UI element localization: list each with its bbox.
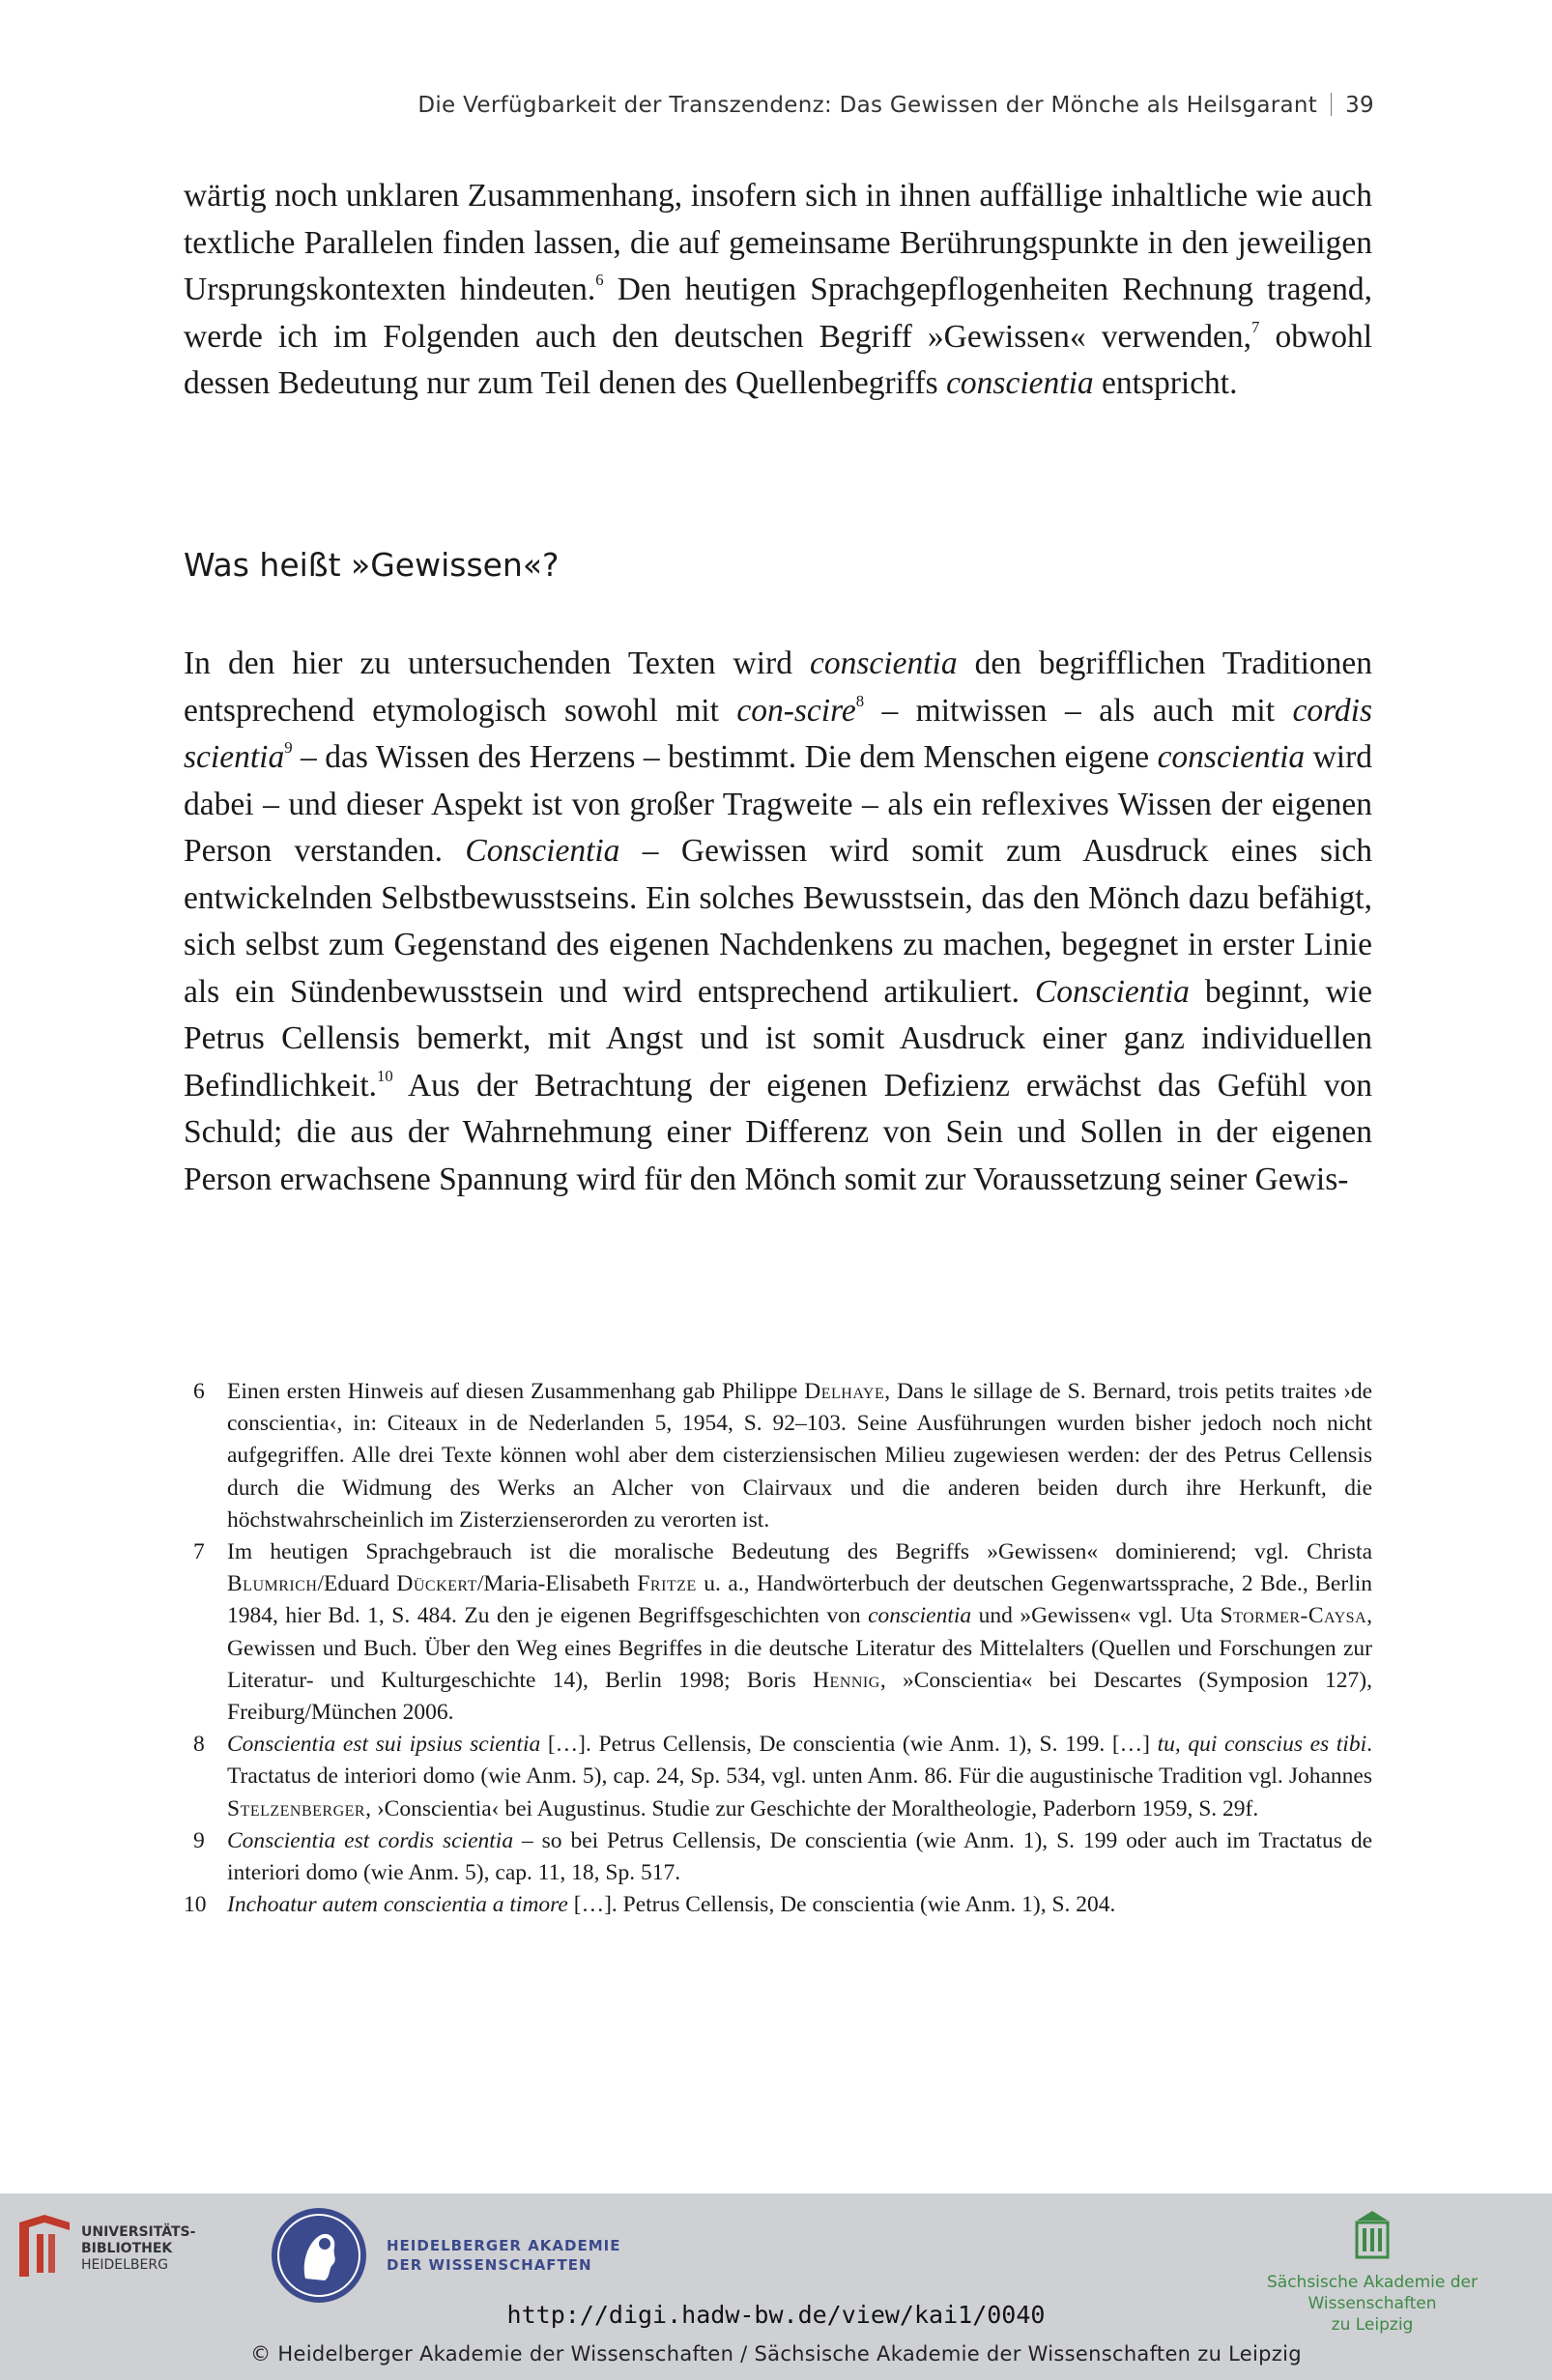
footnote-6 — [184, 1376, 1372, 1536]
text-segment: – so bei Petrus Cellensis, De conscientia (wie Anm. 1), S. 199 oder auch im Tractatus de interiori domo (wie Anm. 5), cap. 11, 18, Sp. 517. — [227, 1827, 1373, 1886]
saw-building-icon — [1353, 2209, 1392, 2259]
text-segment: entspricht. — [1093, 365, 1238, 401]
italic-term: conscientia — [1157, 739, 1306, 775]
footnote-9 — [184, 1825, 1372, 1889]
author-name: Fritze — [637, 1571, 697, 1597]
text-segment: Im heutigen Sprachgebrauch ist die moralische Bedeutung des Begriffs »Gewissen« dominierend; vgl. Christa — [227, 1539, 1372, 1565]
text-segment: wärtig noch unklaren Zusammenhang, insofern sich in ihnen auffällige inhaltliche wie auch textliche Parallelen finden lassen, die auf gemeinsame Berührungspunkte in den jeweiligen Ursprungskontexten hindeuten. — [184, 178, 1372, 307]
ub-heidelberg-text — [81, 2224, 195, 2274]
footnote-number: 7 — [193, 1539, 205, 1565]
italic-term: Conscientia — [1034, 973, 1190, 1010]
footnote-text — [227, 1889, 1372, 1921]
saw-line-2: zu Leipzig — [1331, 2315, 1414, 2335]
text-segment: /Maria-Elisabeth — [476, 1571, 638, 1597]
text-segment: – Gewissen wird somit zum Ausdruck eines sich entwickelnden Selbstbewusstseins. Ein solches Bewusstsein, das den Mönch dazu befähigt, sich selbst zum Gegenstand des eigenen Nachdenkens zu machen, begegnet in erster Linie als ein Sündenbewusstsein und wird entsprechend artikuliert. — [184, 833, 1372, 1010]
ub-heidelberg-emblem-icon — [15, 2213, 73, 2279]
italic-term: Conscientia — [465, 833, 620, 869]
body-paragraph-2 — [184, 641, 1372, 1203]
text-segment: /Eduard — [317, 1571, 397, 1597]
footnote-text — [227, 1825, 1372, 1889]
running-head-title: Die Verfügbarkeit der Transzendenz: Das Gewissen der Mönche als Heilsgarant — [417, 93, 1318, 118]
page-number: 39 — [1345, 93, 1374, 118]
italic-term: cordis scientia — [184, 692, 1372, 775]
author-name: Stormer-Caysa — [1220, 1603, 1367, 1629]
ub-line-3: HEIDELBERG — [81, 2257, 168, 2273]
footnote-ref-6[interactable]: 6 — [595, 270, 604, 289]
running-head-divider — [1331, 93, 1332, 116]
footnotes — [184, 1376, 1372, 1921]
running-head — [184, 93, 1374, 118]
text-segment: Aus der Betrachtung der eigenen Defizienz erwächst das Gefühl von Schuld; die aus der Wahrnehmung einer Differenz von Sein und Sollen in der eigenen Person erwachsene Spannung wird für den Mönch somit zur Voraussetzung seiner Gewis- — [184, 1067, 1372, 1197]
italic-term: conscientia — [810, 645, 958, 681]
text-segment: Einen ersten Hinweis auf diesen Zusammenhang gab Philippe — [227, 1379, 805, 1404]
author-name: Delhaye — [804, 1379, 885, 1404]
text-segment: obwohl dessen Bedeutung nur zum Teil denen des Quellenbegriffs — [184, 318, 1373, 401]
permalink-url[interactable]: http://digi.hadw-bw.de/view/kai1/0040 — [506, 2301, 1046, 2329]
text-segment: und »Gewissen« vgl. Uta — [971, 1603, 1221, 1629]
italic-term: conscientia — [946, 365, 1094, 401]
text-segment: […]. Petrus Cellensis, De conscientia (wie Anm. 1), S. 199. […] — [540, 1732, 1158, 1758]
footnote-ref-10[interactable]: 10 — [377, 1066, 393, 1085]
footnote-ref-9[interactable]: 9 — [284, 737, 293, 757]
text-segment: den begrifflichen Traditionen entsprechend etymologisch sowohl mit — [184, 645, 1372, 729]
hadw-line-1: HEIDELBERGER AKADEMIE — [387, 2237, 621, 2254]
hadw-text — [387, 2236, 621, 2275]
text-segment: , »Conscientia« bei Descartes (Symposion 127), Freiburg/München 2006. — [227, 1667, 1373, 1726]
hadw-medallion-icon — [269, 2205, 369, 2306]
text-segment: . Tractatus de interiori domo (wie Anm. 5), cap. 24, Sp. 534, vgl. unten Anm. 86. Für die augustinische Tradition vgl. Johannes — [227, 1732, 1372, 1790]
saw-line-1: Sächsische Akademie der Wissenschaften — [1267, 2273, 1478, 2313]
footnote-number: 10 — [184, 1892, 207, 1918]
text-segment: , Gewissen und Buch. Über den Weg eines Begriffes in die deutsche Literatur des Mittelalters (Quellen und Forschungen zur Literatur- und Kulturgeschichte 14), Berlin 1998; Boris — [227, 1603, 1372, 1693]
footnote-ref-8[interactable]: 8 — [855, 691, 865, 710]
italic-term: Conscientia est cordis scientia — [227, 1827, 514, 1853]
footnote-number: 6 — [193, 1379, 205, 1404]
italic-term: conscientia — [868, 1603, 972, 1629]
italic-term: tu, qui conscius es tibi — [1157, 1732, 1367, 1758]
ub-heidelberg-logo[interactable] — [15, 2213, 195, 2279]
text-segment: , ›Conscientia‹ bei Augustinus. Studie zur Geschichte der Moraltheologie, Paderborn 1959, S. 29f. — [365, 1795, 1259, 1821]
copyright-notice: © Heidelberger Akademie der Wissenschaften / Sächsische Akademie der Wissenschaften zu Leipzig — [250, 2342, 1302, 2366]
footnote-7 — [184, 1536, 1372, 1729]
text-segment: wird dabei – und dieser Aspekt ist von großer Tragweite – als ein reflexives Wissen der eigenen Person verstanden. — [184, 739, 1373, 869]
text-segment: – das Wissen des Herzens – bestimmt. Die dem Menschen eigene — [292, 739, 1158, 775]
text-segment: – mitwissen – als auch mit — [864, 692, 1293, 729]
footnote-number: 9 — [193, 1827, 205, 1853]
text-segment: […]. Petrus Cellensis, De conscientia (wie Anm. 1), S. 204. — [567, 1892, 1116, 1918]
text-segment: In den hier zu untersuchenden Texten wird — [184, 645, 811, 681]
footnote-8 — [184, 1729, 1372, 1825]
footnote-text — [227, 1536, 1372, 1729]
author-name: Hennig — [813, 1667, 880, 1693]
footnote-number: 8 — [193, 1732, 205, 1758]
text-segment: Den heutigen Sprachgepflogenheiten Rechnung tragend, werde ich im Folgenden auch den deutschen Begriff »Gewissen« verwenden, — [184, 272, 1372, 355]
italic-term: Inchoatur autem conscientia a timore — [227, 1892, 568, 1918]
text-segment: u. a., Handwörterbuch der deutschen Gegenwartssprache, 2 Bde., Berlin 1984, hier Bd. 1, S. 484. Zu den je eigenen Begriffsgeschichten von — [227, 1571, 1373, 1629]
footnote-ref-7[interactable]: 7 — [1251, 317, 1260, 336]
body-paragraph-1 — [184, 173, 1372, 408]
section-heading: Was heißt »Gewissen«? — [184, 546, 560, 584]
text-segment: beginnt, wie Petrus Cellensis bemerkt, mit Angst und ist somit Ausdruck einer ganz individuellen Befindlichkeit. — [184, 973, 1373, 1104]
footnote-text — [227, 1376, 1372, 1536]
italic-term: Conscientia est sui ipsius scientia — [227, 1732, 541, 1758]
ub-line-1: UNIVERSITÄTS- — [81, 2224, 196, 2240]
hadw-line-2: DER WISSENSCHAFTEN — [387, 2256, 592, 2274]
hadw-logo[interactable] — [269, 2205, 621, 2306]
author-name: Stelzenberger — [227, 1795, 366, 1821]
text-segment: , Dans le sillage de S. Bernard, trois petits traites ›de conscientia‹, in: Citeaux in de Nederlanden 5, 1954, S. 92–103. Seine Ausführungen wurden bisher jedoch noch nicht aufgegriffen. Alle drei Texte können wohl aber dem cisterziensischen Milieu zugewiesen werden: der des Petrus Cellensis durch die Widmung des Werks an Alcher von Clairvaux und die anderen beiden durch ihre Herkunft, die höchstwahrscheinlich im Zisterzienserorden zu verorten ist. — [227, 1379, 1372, 1533]
author-name: Dückert — [396, 1571, 477, 1597]
footnote-10 — [184, 1889, 1372, 1921]
ub-line-2: BIBLIOTHEK — [81, 2241, 173, 2256]
author-name: Blumrich — [227, 1571, 318, 1597]
italic-term: con-scire — [736, 692, 856, 729]
footnote-text — [227, 1729, 1372, 1825]
